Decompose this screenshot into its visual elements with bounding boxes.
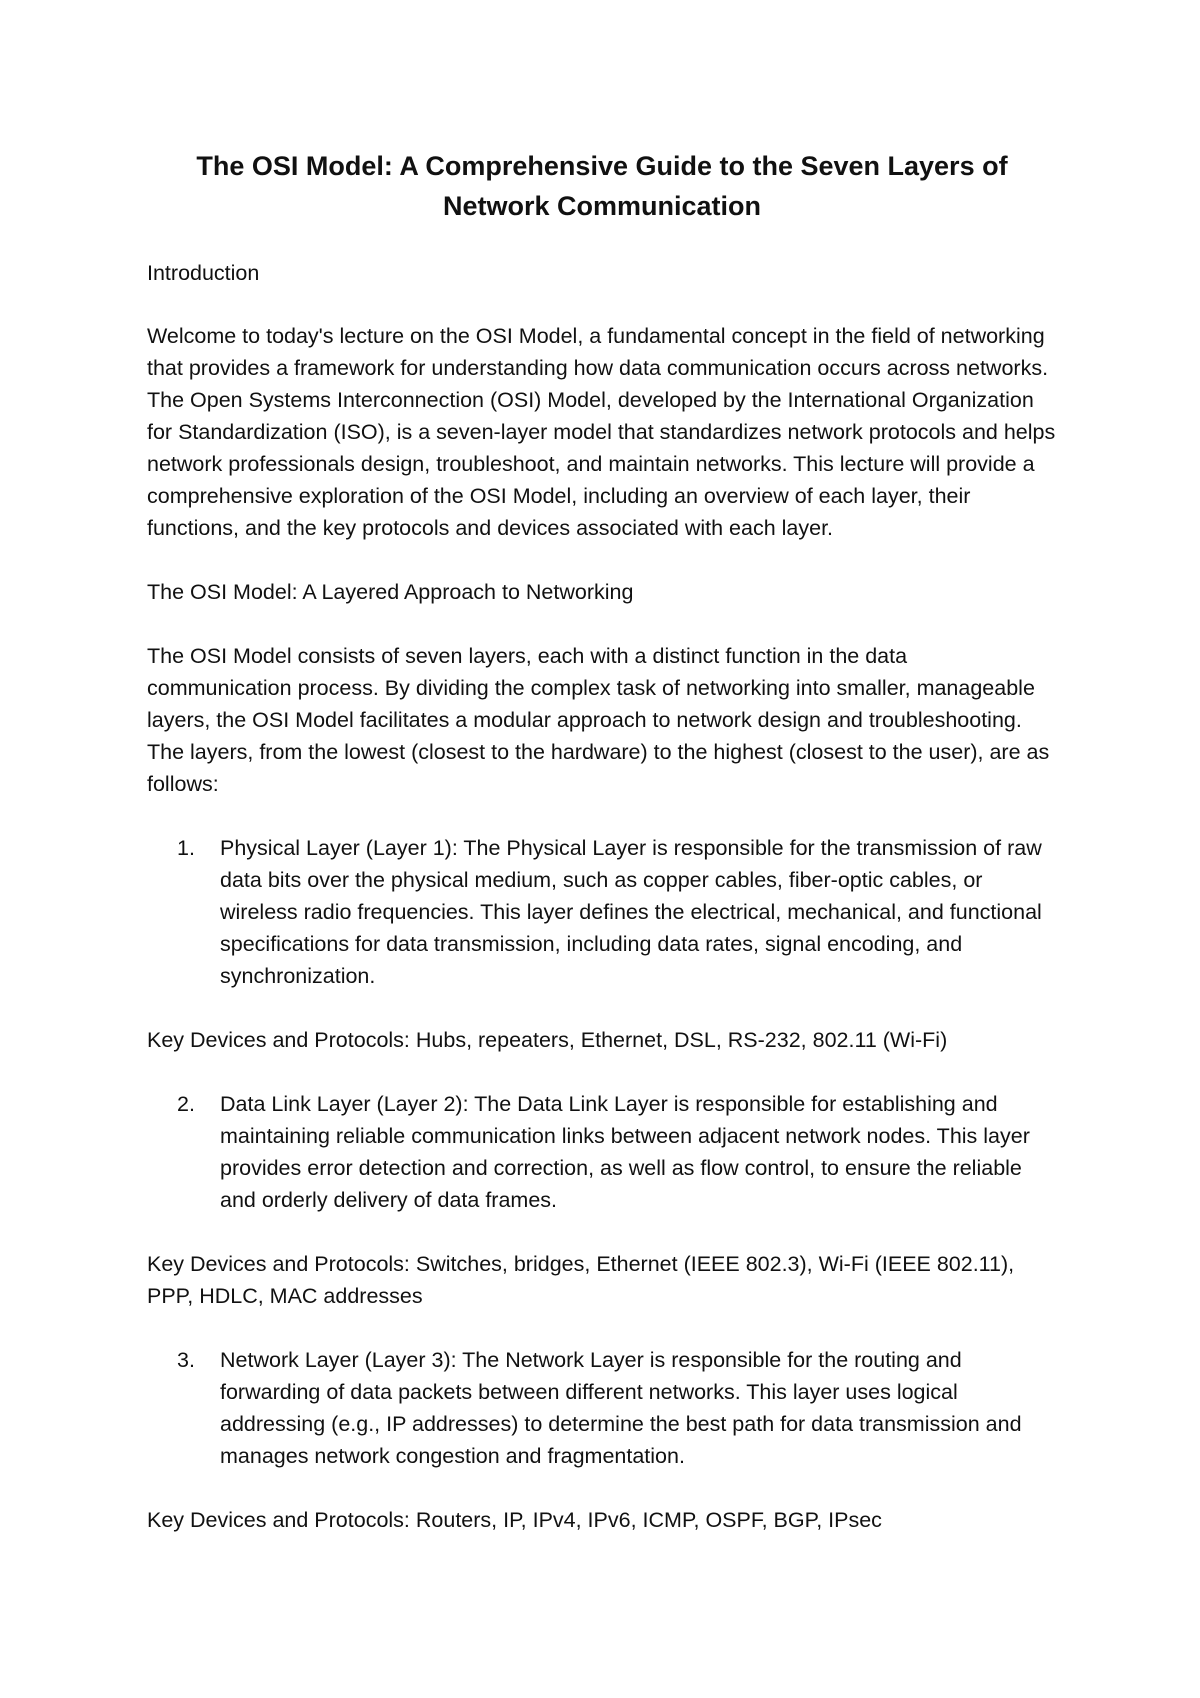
layer-list: [147, 1344, 1057, 1472]
layer-item-physical: [147, 832, 1057, 992]
section-paragraph: The OSI Model consists of seven layers, each with a distinct function in the data communication process. By dividing the complex task of networking into smaller, manageable layers, the OSI Model facilitates a modular approach to network design and troubleshooting. The layers, from the lowest (closest to the hardware) to the highest (closest to the user), are as follows:: [147, 644, 1050, 796]
layer-item-network: [147, 1344, 1057, 1472]
list-number: 3.: [177, 1348, 195, 1372]
layer-list: [147, 1088, 1057, 1216]
layer-description: Data Link Layer (Layer 2): The Data Link Layer is responsible for establishing and maintaining reliable communication links between adjacent network nodes. This layer provides error detection and correction, as well as flow control, to ensure the reliable and orderly delivery of data frames.: [220, 1092, 1030, 1212]
list-number: 2.: [177, 1092, 195, 1116]
key-devices-protocols-layer-2: Key Devices and Protocols: Switches, bridges, Ethernet (IEEE 802.3), Wi-Fi (IEEE 802.11), PPP, HDLC, MAC addresses: [147, 1252, 1015, 1308]
intro-heading: Introduction: [147, 261, 260, 285]
list-number: 1.: [177, 836, 195, 860]
layer-list: [147, 832, 1057, 992]
key-devices-protocols-layer-3: Key Devices and Protocols: Routers, IP, IPv4, IPv6, ICMP, OSPF, BGP, IPsec: [147, 1508, 882, 1532]
layer-description: Physical Layer (Layer 1): The Physical Layer is responsible for the transmission of raw data bits over the physical medium, such as copper cables, fiber-optic cables, or wireless radio frequencies. This layer defines the electrical, mechanical, and functional specifications for data transmission, including data rates, signal encoding, and synchronization.: [220, 836, 1042, 988]
intro-paragraph: Welcome to today's lecture on the OSI Model, a fundamental concept in the field of networking that provides a framework for understanding how data communication occurs across networks. The Open Systems Interconnection (OSI) Model, developed by the International Organization for Standardization (ISO), is a seven-layer model that standardizes network protocols and helps network professionals design, troubleshoot, and maintain networks. This lecture will provide a comprehensive exploration of the OSI Model, including an overview of each layer, their functions, and the key protocols and devices associated with each layer.: [147, 324, 1056, 540]
layer-description: Network Layer (Layer 3): The Network Layer is responsible for the routing and forwarding of data packets between different networks. This layer uses logical addressing (e.g., IP addresses) to determine the best path for data transmission and manages network congestion and fragmentation.: [220, 1348, 1022, 1468]
document-content: [147, 146, 1057, 1536]
document-title: The OSI Model: A Comprehensive Guide to the Seven Layers of Network Communication: [196, 151, 1008, 221]
layer-item-data-link: [147, 1088, 1057, 1216]
key-devices-protocols-layer-1: Key Devices and Protocols: Hubs, repeaters, Ethernet, DSL, RS-232, 802.11 (Wi-Fi): [147, 1028, 948, 1052]
section-heading: The OSI Model: A Layered Approach to Networking: [147, 580, 634, 604]
